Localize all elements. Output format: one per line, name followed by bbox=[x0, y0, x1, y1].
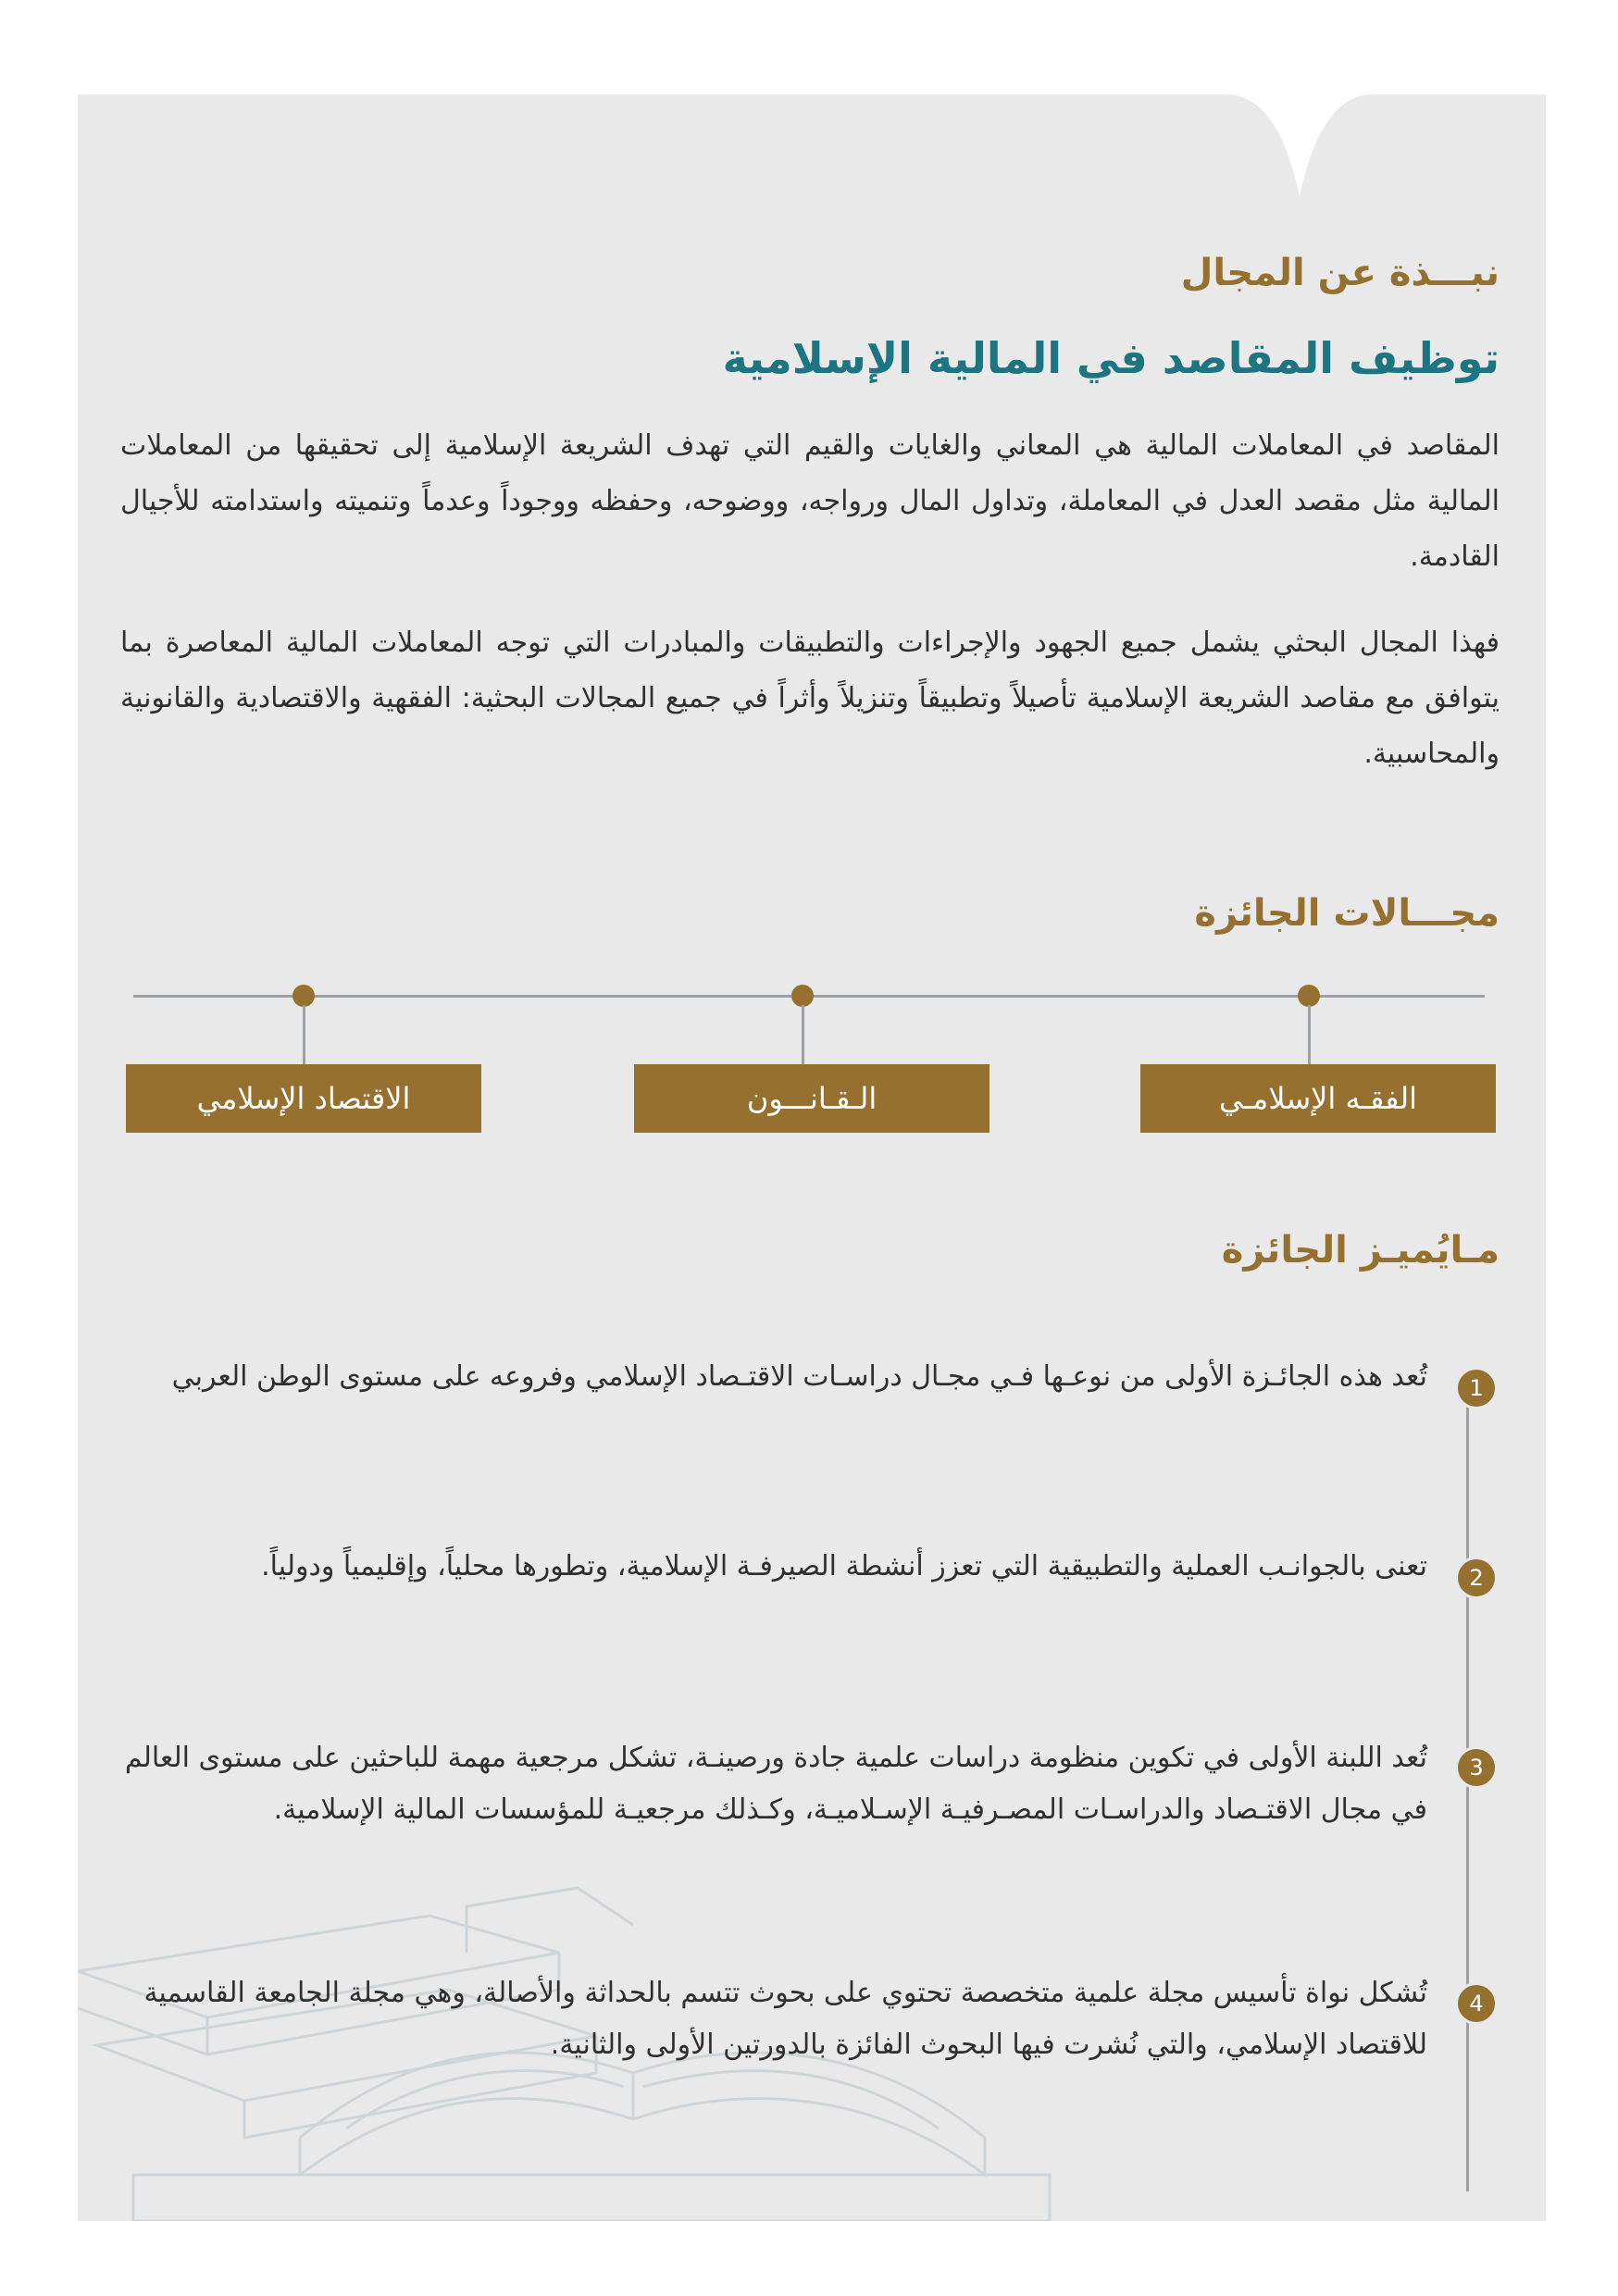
field-stem-economics bbox=[303, 1005, 305, 1064]
field-dot-fiqh bbox=[1298, 985, 1320, 1007]
page-title: توظيف المقاصد في المالية الإسلامية bbox=[722, 333, 1500, 383]
feature-item-text: تُعد هذه الجائـزة الأولى من نوعـها فـي مجـال دراسـات الاقتـصاد الإسلامي وفروعه على مستوى الوطن العربي bbox=[171, 1360, 1427, 1393]
field-stem-fiqh bbox=[1308, 1005, 1311, 1064]
field-box-law: الـقـانـــون bbox=[634, 1064, 989, 1133]
feature-number-badge: 4 bbox=[1455, 1982, 1498, 2025]
overview-paragraph-1: المقاصد في المعاملات المالية هي المعاني والغايات والقيم التي تهدف الشريعة الإسلامية إلى تحقيقها من المعاملات المالية مثل مقصد العدل في المعاملة، وتداول المال ورواجه، ووضوحه، وحفظه ووجوداً وعدماً وتنميته واستدامته للأجيال القادمة. bbox=[120, 429, 1500, 573]
features-heading: مـايُميـز الجائزة bbox=[1221, 1229, 1500, 1272]
field-stem-law bbox=[802, 1005, 804, 1064]
feature-item-text: تُعد اللبنة الأولى في تكوين منظومة دراسات علمية جادة ورصينـة، تشكل مرجعية مهمة للباحثين على مستوى العالم في مجال الاقتـصاد والدراسـات المصـرفيـة الإسـلاميـة، وكـذلك مرجعيـة للمؤسسات المالية الإسلامية. bbox=[124, 1742, 1427, 1826]
feature-number-badge: 3 bbox=[1455, 1746, 1498, 1789]
field-dot-economics bbox=[292, 985, 315, 1007]
overview-label: نبـــذة عن المجال bbox=[1180, 252, 1500, 294]
field-box-economics: الاقتصاد الإسلامي bbox=[126, 1064, 481, 1133]
field-dot-law bbox=[791, 985, 814, 1007]
feature-number-badge: 1 bbox=[1455, 1367, 1498, 1409]
feature-item-text: تُشكل نواة تأسيس مجلة علمية متخصصة تحتوي على بحوث تتسم بالحداثة والأصالة، وهي مجلة الجامعة القاسمية للاقتصاد الإسلامي، والتي نُشرت فيها البحوث الفائزة بالدورتين الأولى والثانية. bbox=[143, 1977, 1427, 2061]
page-panel bbox=[78, 94, 1546, 2221]
features-timeline-line bbox=[1466, 1386, 1469, 2191]
feature-number-badge: 2 bbox=[1455, 1557, 1498, 1599]
fields-heading: مجـــالات الجائزة bbox=[1194, 892, 1500, 935]
feature-item-text: تعنى بالجوانـب العملية والتطبيقية التي تعزز أنشطة الصيرفـة الإسلامية، وتطورها محلياً، وإقليمياً ودولياً. bbox=[261, 1550, 1427, 1582]
overview-paragraph-2: فهذا المجال البحثي يشمل جميع الجهود والإجراءات والتطبيقات والمبادرات التي توجه المعاملات المالية المعاصرة بما يتوافق مع مقاصد الشريعة الإسلامية تأصيلاً وتطبيقاً وتنزيلاً وأثراً في جميع المجالات البحثية: الفقهية والاقتصادية والقانونية والمحاسبية. bbox=[120, 627, 1500, 770]
page-notch-decoration bbox=[1226, 94, 1374, 196]
field-box-fiqh: الفقـه الإسلامـي bbox=[1140, 1064, 1496, 1133]
